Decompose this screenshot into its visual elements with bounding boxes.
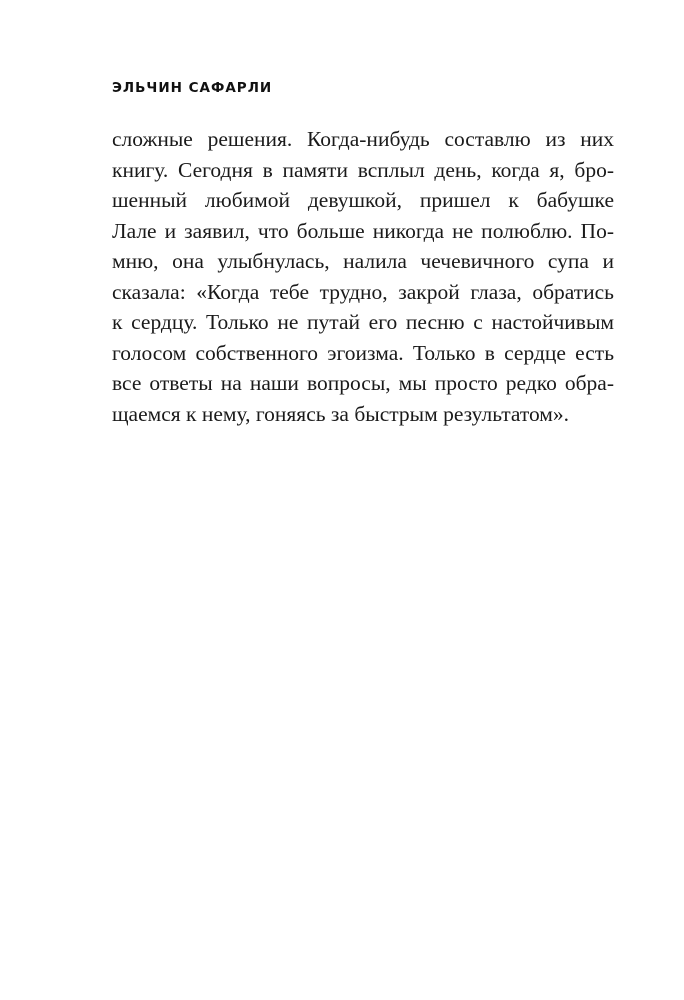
text-line: сказала: «Когда тебе трудно, закрой глаза, обратись [112, 279, 614, 304]
text-line: голосом собственного эгоизма. Только в сердце есть [112, 340, 614, 365]
body-paragraph [112, 124, 614, 429]
text-line: все ответы на наши вопросы, мы просто редко обра- [112, 371, 614, 395]
text-line: мню, она улыбнулась, налила чечевичного супа и [112, 249, 614, 273]
text-line: сложные решения. Когда-нибудь составлю из них [112, 127, 614, 151]
text-line: щаемся к нему, гоняясь за быстрым результатом». [112, 401, 570, 426]
running-head-author: ЭЛЬЧИН САФАРЛИ [112, 80, 273, 96]
text-line: книгу. Сегодня в памяти всплыл день, когда я, бро- [112, 157, 614, 182]
text-line: шенный любимой девушкой, пришел к бабушке [112, 188, 614, 212]
text-line: к сердцу. Только не путай его песню с настойчивым [112, 310, 614, 334]
text-line: Лале и заявил, что больше никогда не полюблю. По- [112, 218, 614, 243]
